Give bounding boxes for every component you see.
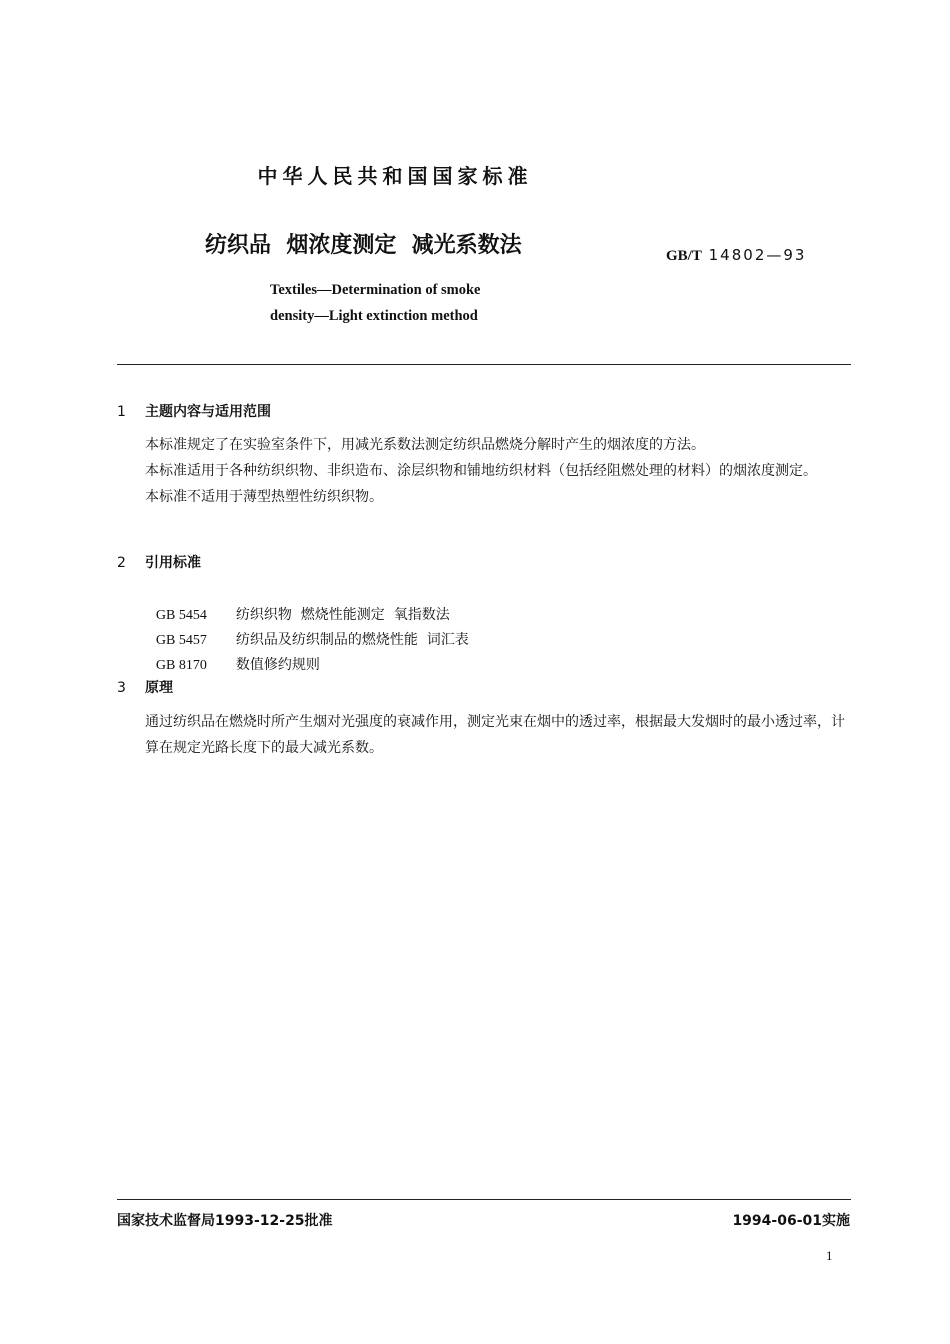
section-title: 引用标准	[145, 555, 201, 571]
section-number: 2	[117, 555, 126, 571]
document-title-cn: 纺织品 烟浓度测定 减光系数法	[205, 233, 522, 258]
national-standard-heading: 中华人民共和国国家标准	[257, 164, 533, 188]
reference-code: GB 8170	[155, 658, 207, 673]
paragraph: 本标准规定了在实验室条件下，用减光系数法测定纺织品燃烧分解时产生的烟浓度的方法。	[145, 437, 705, 453]
reference-row	[147, 638, 320, 674]
reference-code: GB 5454	[155, 608, 207, 623]
paragraph: 通过纺织品在燃烧时所产生烟对光强度的衰减作用，测定光束在烟中的透过率，根据最大发烟时的最小透过率，计算在规定光路长度下的最大减光系数。	[145, 714, 845, 756]
reference-name: 纺织织物 燃烧性能测定 氧指数法	[235, 607, 450, 623]
approval-date: 国家技术监督局1993-12-25批准	[117, 1213, 333, 1229]
standard-code: 14802—93	[708, 246, 807, 264]
section-3-body	[117, 709, 851, 761]
title-en-line1: Textiles—Determination of smoke	[270, 282, 481, 298]
section-3-heading	[117, 677, 173, 697]
reference-code: GB 5457	[155, 633, 207, 648]
section-1-heading	[117, 401, 271, 421]
effective-date: 1994-06-01实施	[732, 1213, 850, 1229]
document-title-en	[270, 277, 481, 329]
section-title: 原理	[145, 680, 173, 696]
reference-name: 数值修约规则	[235, 657, 320, 673]
section-2-heading	[117, 552, 201, 572]
standard-prefix: GB/T	[666, 248, 702, 264]
header-divider	[117, 364, 851, 365]
reference-name: 纺织品及纺织制品的燃烧性能 词汇表	[235, 632, 469, 648]
title-en-line2: density—Light extinction method	[270, 308, 478, 324]
paragraph: 本标准不适用于薄型热塑性纺织织物。	[145, 489, 383, 505]
section-number: 1	[117, 404, 126, 420]
section-number: 3	[117, 680, 126, 696]
paragraph: 本标准适用于各种纺织织物、非织造布、涂层织物和铺地纺织材料（包括经阻燃处理的材料）的烟浓度测定。	[145, 463, 817, 479]
page-number: 1	[826, 1248, 833, 1263]
section-1-body	[117, 432, 851, 510]
section-title: 主题内容与适用范围	[145, 404, 271, 420]
standard-number	[666, 246, 806, 265]
footer-divider	[117, 1199, 851, 1200]
